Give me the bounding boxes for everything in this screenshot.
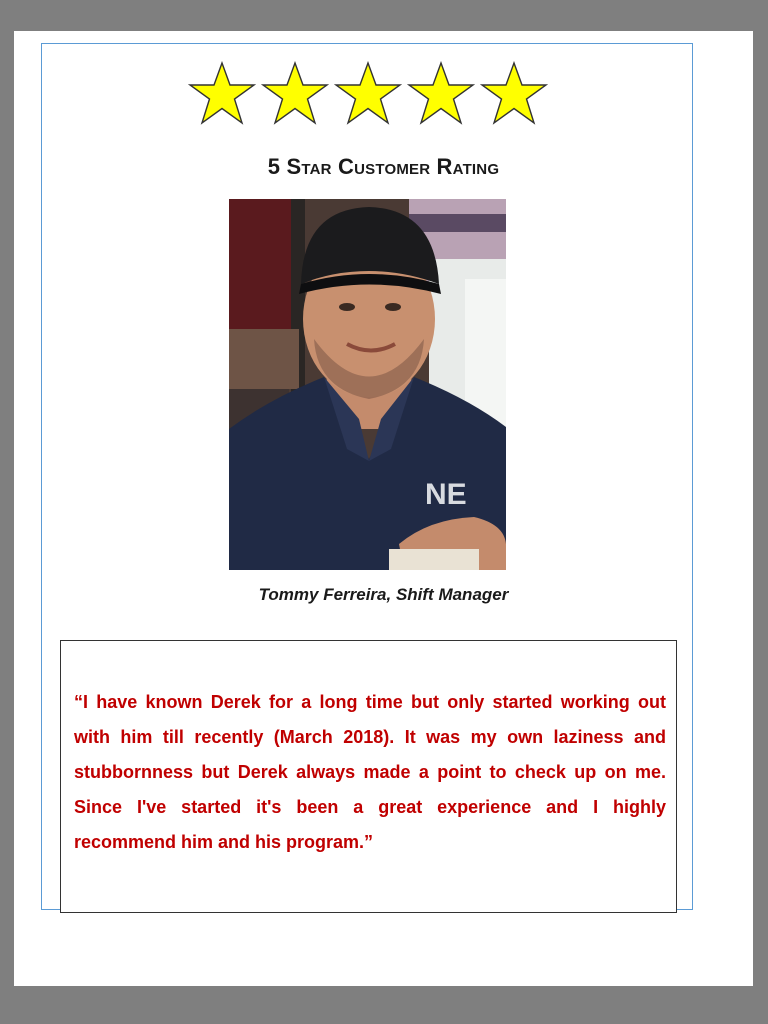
testimonial-text: “I have known Derek for a long time but only started working out with him till recently (March 2018). It was my own laziness and stubbornness but Derek always made a point to check up on me. Since I've started it's been a great experience and I highly recommend him and his program.”	[74, 692, 666, 852]
star-icon	[188, 61, 256, 127]
rating-heading: 5 Star Customer Rating	[267, 154, 500, 179]
star-icon	[261, 61, 329, 127]
star-rating	[188, 61, 548, 127]
star-icon	[480, 61, 548, 127]
person-caption: Tommy Ferreira, Shift Manager	[258, 585, 509, 604]
star-icon	[334, 61, 402, 127]
person-photo	[229, 199, 506, 570]
svg-text:NE: NE	[425, 478, 467, 511]
star-icon	[407, 61, 475, 127]
testimonial-box	[60, 640, 677, 913]
